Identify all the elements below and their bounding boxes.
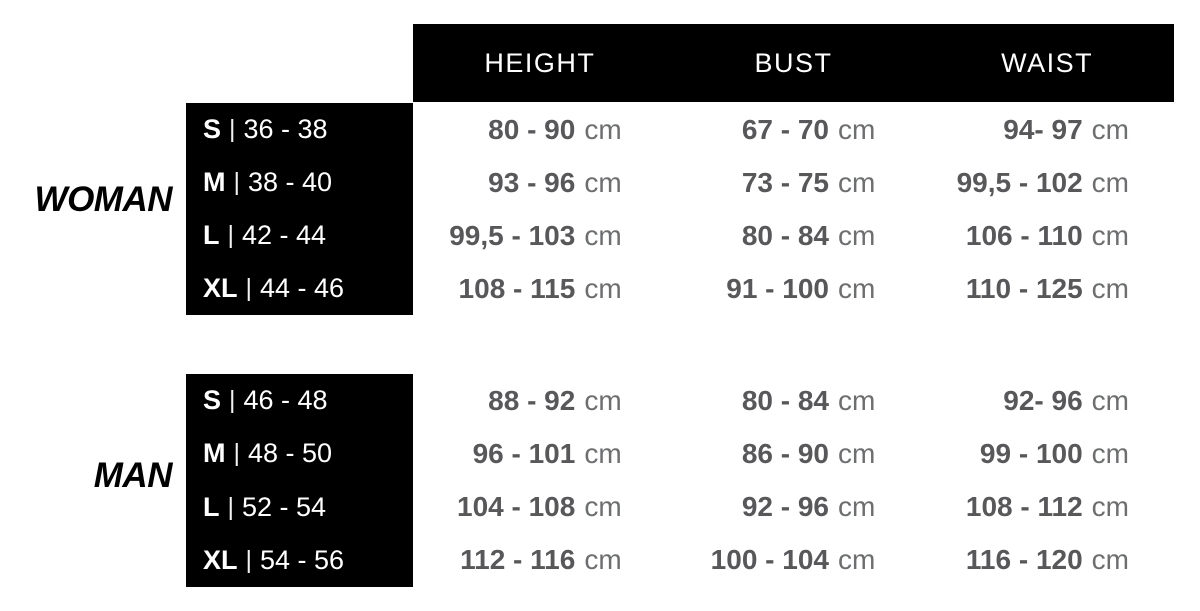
height-value — [413, 156, 667, 209]
size-letter: L — [203, 220, 220, 250]
size-letter: L — [203, 491, 220, 522]
value-unit: cm — [584, 113, 622, 145]
bust-value — [667, 427, 921, 480]
value-unit: cm — [838, 491, 876, 523]
value-number: 93 - 96 — [488, 166, 576, 198]
value-number: 80 - 84 — [741, 219, 829, 251]
size-separator: | — [229, 115, 236, 143]
value-number: 91 - 100 — [726, 272, 829, 304]
value-number: 108 - 112 — [965, 491, 1083, 523]
value-number: 96 - 101 — [472, 437, 576, 469]
value-number: 116 - 120 — [965, 544, 1083, 576]
group-label-woman: WOMAN — [34, 180, 172, 219]
value-number: 104 - 108 — [457, 491, 576, 523]
value-unit: cm — [1091, 384, 1129, 416]
waist-value — [920, 481, 1174, 534]
value-number: 100 - 104 — [710, 544, 829, 576]
size-letter: S — [203, 385, 222, 416]
value-unit: cm — [584, 384, 622, 416]
value-number: 80 - 84 — [741, 384, 829, 416]
height-value — [413, 481, 667, 534]
value-number: 108 - 115 — [458, 272, 576, 304]
bust-value — [667, 374, 921, 427]
bust-value — [667, 534, 921, 587]
value-number: 99 - 100 — [979, 437, 1083, 469]
size-row-man-m — [186, 427, 413, 480]
size-row-man-s — [186, 374, 413, 427]
height-value — [413, 209, 667, 262]
size-separator: | — [233, 439, 240, 468]
bust-value — [667, 481, 921, 534]
value-unit: cm — [1091, 544, 1129, 576]
bust-value — [667, 103, 921, 156]
table-header — [413, 24, 1174, 102]
value-number: 67 - 70 — [741, 113, 829, 145]
size-range: 36 - 38 — [243, 114, 328, 144]
size-range: 46 - 48 — [243, 385, 328, 416]
group-label-man: MAN — [93, 456, 172, 495]
size-range: 38 - 40 — [248, 167, 333, 197]
waist-value — [920, 427, 1174, 480]
size-range: 42 - 44 — [242, 220, 327, 250]
waist-value — [920, 209, 1174, 262]
waist-value — [920, 103, 1174, 156]
waist-value — [920, 262, 1174, 315]
height-value — [413, 427, 667, 480]
size-box-man — [186, 374, 413, 587]
value-unit: cm — [1091, 166, 1129, 198]
value-unit: cm — [838, 272, 876, 304]
size-row-woman-s — [186, 103, 413, 156]
size-range: 52 - 54 — [242, 491, 327, 522]
value-unit: cm — [584, 544, 622, 576]
size-range: 44 - 46 — [260, 273, 345, 303]
bust-value — [667, 156, 921, 209]
size-separator: | — [233, 168, 240, 196]
size-range: 54 - 56 — [260, 544, 345, 575]
value-number: 92- 96 — [1003, 384, 1083, 416]
value-unit: cm — [838, 384, 876, 416]
value-unit: cm — [838, 544, 876, 576]
value-unit: cm — [1091, 219, 1129, 251]
value-unit: cm — [584, 491, 622, 523]
size-letter: M — [203, 438, 226, 469]
size-row-man-l — [186, 481, 413, 534]
value-number: 92 - 96 — [741, 491, 829, 523]
bust-value — [667, 209, 921, 262]
value-unit: cm — [838, 166, 876, 198]
size-letter: M — [203, 167, 226, 197]
value-unit: cm — [584, 437, 622, 469]
value-number: 112 - 116 — [460, 544, 576, 576]
value-number: 86 - 90 — [741, 437, 829, 469]
value-unit: cm — [584, 272, 622, 304]
size-box-woman — [186, 103, 413, 315]
height-value — [413, 374, 667, 427]
size-separator: | — [229, 386, 236, 415]
value-unit: cm — [584, 219, 622, 251]
value-unit: cm — [838, 219, 876, 251]
value-unit: cm — [838, 437, 876, 469]
value-number: 88 - 92 — [488, 384, 576, 416]
measurements-woman — [413, 103, 1174, 315]
size-row-woman-m — [186, 156, 413, 209]
waist-value — [920, 534, 1174, 587]
size-separator: | — [245, 545, 253, 574]
measurements-man — [413, 374, 1174, 587]
waist-value — [920, 156, 1174, 209]
value-unit: cm — [1091, 113, 1129, 145]
size-separator: | — [245, 274, 253, 302]
column-header-height: HEIGHT — [484, 47, 596, 78]
value-number: 94- 97 — [1003, 113, 1083, 145]
value-number: 80 - 90 — [488, 113, 576, 145]
size-row-man-xl — [186, 534, 413, 587]
value-unit: cm — [584, 166, 622, 198]
size-row-woman-l — [186, 209, 413, 262]
size-letter: XL — [203, 273, 238, 303]
size-separator: | — [227, 221, 234, 249]
size-range: 48 - 50 — [248, 438, 333, 469]
value-unit: cm — [838, 113, 876, 145]
value-unit: cm — [1091, 437, 1129, 469]
bust-value — [667, 262, 921, 315]
value-unit: cm — [1091, 491, 1129, 523]
size-separator: | — [227, 492, 234, 521]
value-number: 73 - 75 — [741, 166, 829, 198]
value-unit: cm — [1091, 272, 1129, 304]
column-header-waist: WAIST — [1001, 47, 1094, 78]
column-header-bust: BUST — [754, 47, 833, 78]
height-value — [413, 262, 667, 315]
value-number: 110 - 125 — [965, 272, 1083, 304]
value-number: 99,5 - 103 — [449, 219, 576, 251]
value-number: 106 - 110 — [965, 219, 1083, 251]
height-value — [413, 103, 667, 156]
size-letter: S — [203, 114, 222, 144]
height-value — [413, 534, 667, 587]
size-letter: XL — [203, 544, 238, 575]
size-row-woman-xl — [186, 262, 413, 315]
waist-value — [920, 374, 1174, 427]
value-number: 99,5 - 102 — [956, 166, 1083, 198]
